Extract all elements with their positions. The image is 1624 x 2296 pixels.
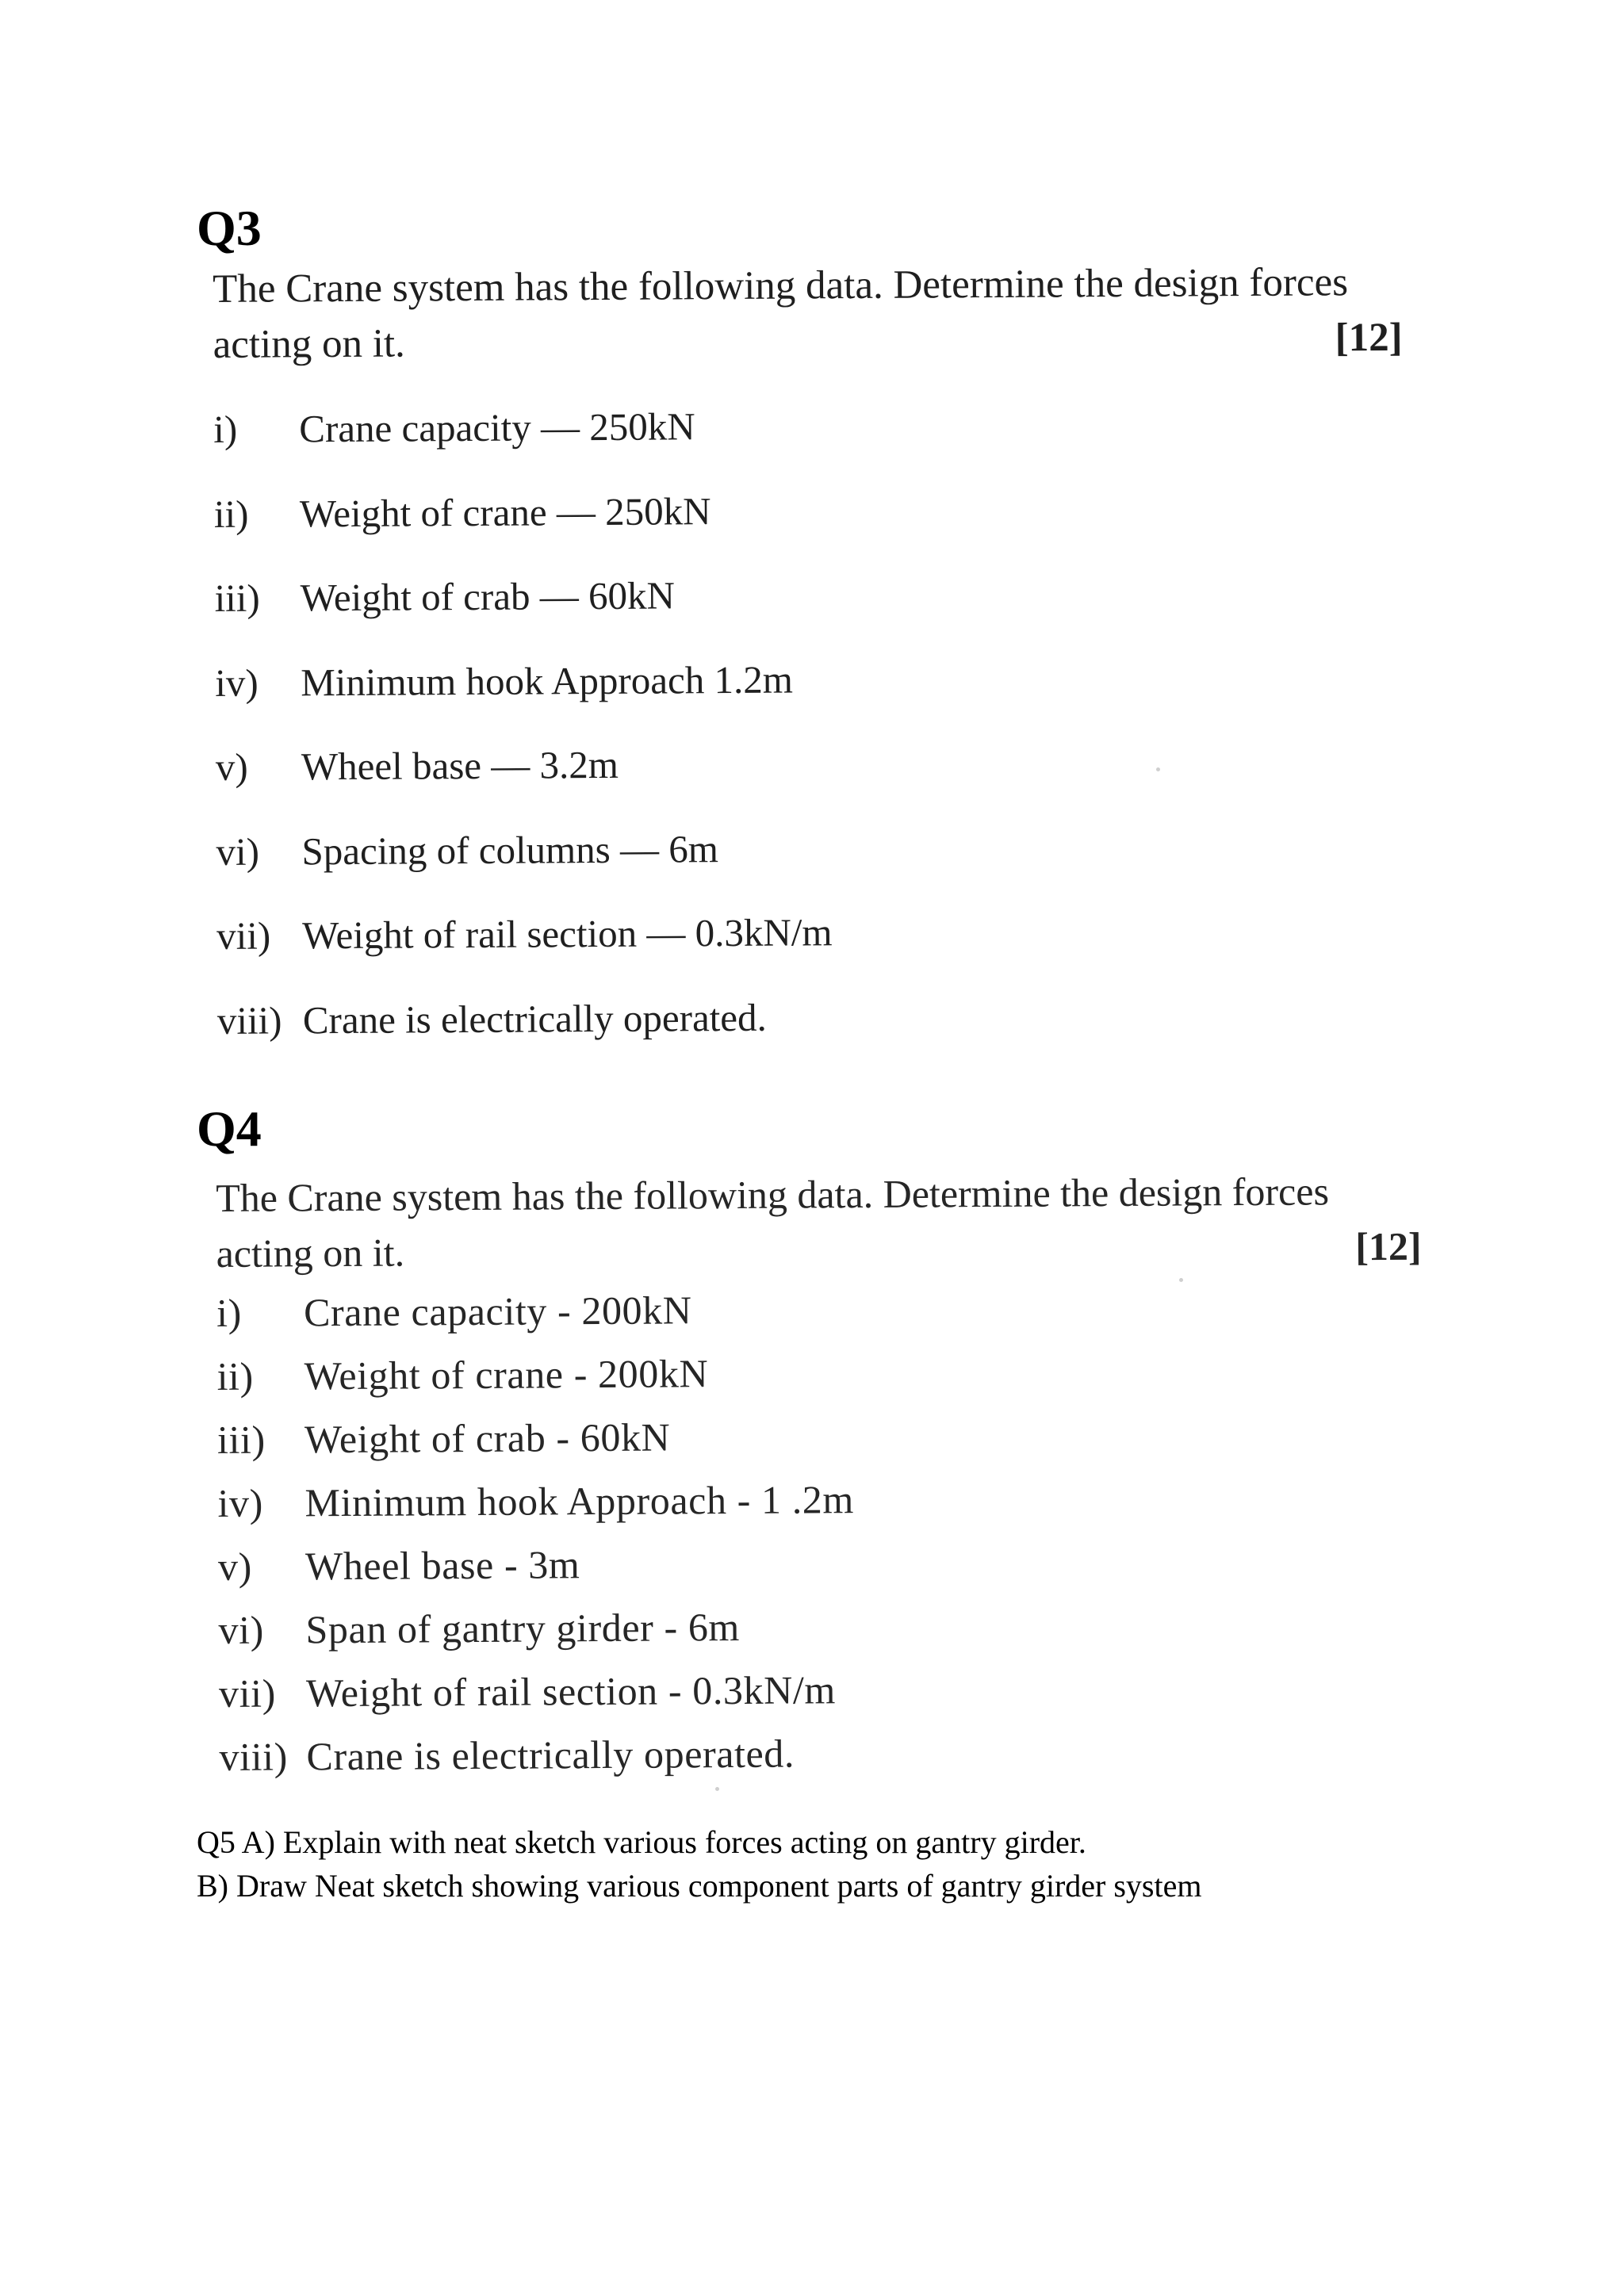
list-item [218,1536,1423,1606]
item-number: i) [213,407,238,451]
list-item [216,737,1406,828]
item-text: Crane capacity - 200kN [303,1288,692,1335]
item-number: iii) [214,576,260,620]
item-number: iv) [215,660,259,705]
item-number: iii) [216,1417,266,1462]
item-number: vii) [218,1670,277,1716]
q4-heading: Q4 [197,1100,262,1157]
item-number: ii) [216,1353,254,1399]
q4-scanned-block [216,1163,1425,1797]
q3-intro-text: The Crane system has the following data. Determine the design forces acting on it. [213,260,1349,367]
item-number: vii) [216,913,271,958]
item-text: Minimum hook Approach - 1 .2m [304,1477,855,1525]
list-item [214,568,1404,660]
list-item [216,1345,1422,1416]
item-number: viii) [216,997,282,1043]
item-text: Spacing of columns — 6m [301,826,719,873]
q4-marks: [12] [1355,1223,1422,1269]
list-item [216,1282,1422,1353]
q4-data-list [216,1282,1425,1797]
item-number: v) [217,1544,253,1589]
list-item [219,1726,1424,1797]
list-item [218,1599,1423,1670]
item-text: Weight of crane — 250kN [299,488,711,535]
q5-part-a: Q5 A) Explain with neat sketch various forces acting on gantry girder. [197,1824,1086,1860]
item-text: Crane capacity — 250kN [299,404,695,451]
q5-part-b: B) Draw Neat sketch showing various component parts of gantry girder system [197,1868,1202,1904]
item-text: Span of gantry girder - 6m [305,1604,741,1652]
item-text: Weight of crab - 60kN [304,1414,671,1462]
item-number: vi) [218,1607,265,1652]
q3-marks: [12] [1335,315,1403,361]
q4-intro-text: The Crane system has the following data. Determine the design forces acting on it. [216,1169,1330,1276]
list-item [215,652,1405,744]
q5-block [197,1820,1201,1908]
scan-speck [1156,767,1160,771]
item-number: i) [216,1290,243,1335]
list-item [217,1409,1423,1479]
item-text: Crane is electrically operated. [306,1731,795,1779]
list-item [214,483,1404,575]
q3-scanned-block [213,254,1407,1081]
item-number: v) [215,744,248,789]
q3-intro [213,254,1403,373]
item-text: Wheel base — 3.2m [301,742,619,789]
item-text: Weight of crane - 200kN [304,1351,709,1399]
item-text: Wheel base - 3m [304,1542,580,1589]
scan-speck [715,1787,719,1791]
item-text: Weight of rail section - 0.3kN/m [305,1667,837,1716]
list-item [217,989,1408,1081]
q3-heading: Q3 [197,200,262,256]
list-item [216,905,1407,997]
item-number: iv) [217,1480,264,1525]
list-item [213,399,1404,491]
item-text: Crane is electrically operated. [302,995,768,1042]
item-number: ii) [213,492,249,536]
list-item [216,821,1406,913]
item-number: viii) [219,1734,289,1779]
item-text: Weight of crab — 60kN [300,573,676,620]
item-text: Minimum hook Approach 1.2m [301,657,794,704]
list-item [219,1663,1424,1733]
list-item [217,1472,1423,1543]
q4-intro [216,1163,1422,1281]
scan-speck [1179,1278,1183,1282]
item-text: Weight of rail section — 0.3kN/m [302,910,833,958]
item-number: vi) [216,829,260,874]
q3-data-list [213,399,1407,1081]
